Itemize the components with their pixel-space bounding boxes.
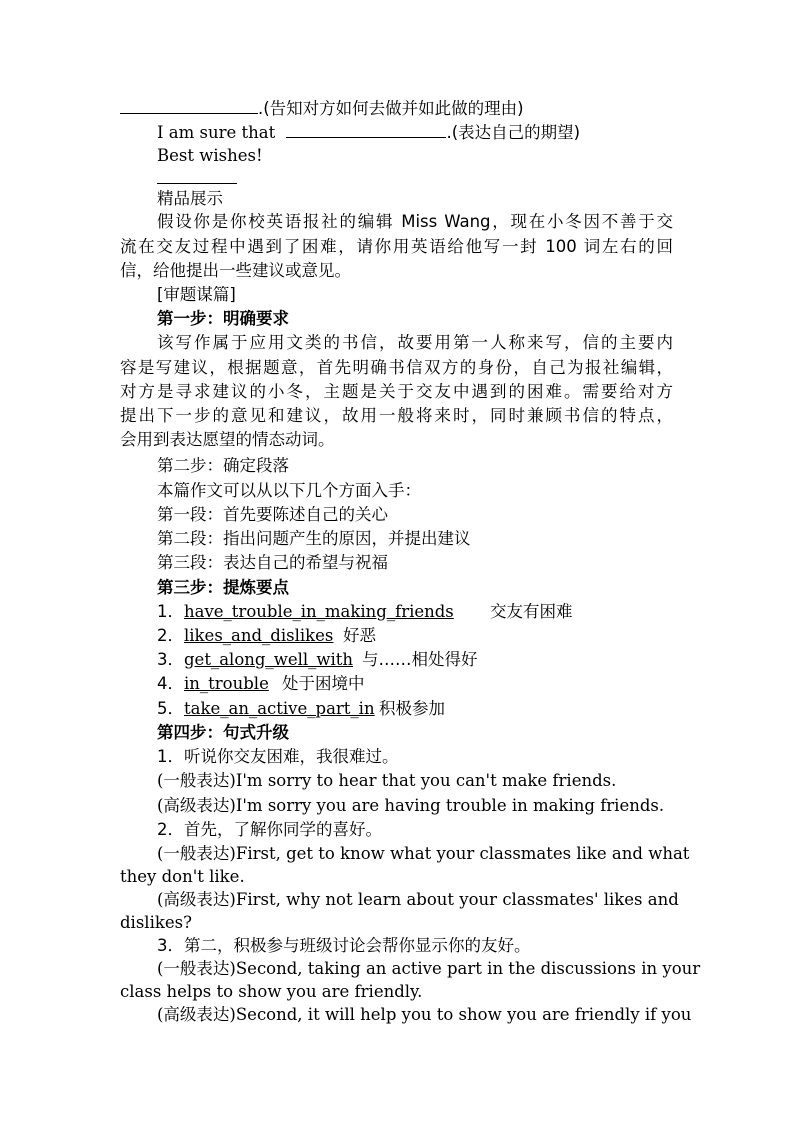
signature-blank — [157, 183, 237, 184]
item-meaning: 交友有困难 — [490, 602, 573, 621]
template-line-2 — [157, 121, 580, 144]
review-heading: [审题谋篇] — [157, 285, 236, 304]
template-hint-2: .(表达自己的期望) — [446, 123, 581, 142]
general-expression: (一般表达)I'm sorry to hear that you can't make friends. — [157, 771, 617, 790]
item-number: 2． — [157, 626, 184, 645]
step2-para: 第一段：首先要陈述自己的关心 — [157, 505, 388, 524]
step1-line: 容是写建议，根据题意，首先明确书信双方的身份，自己为报社编辑， — [120, 358, 673, 377]
template-prefix: I am sure that — [157, 123, 276, 142]
general-expression: (一般表达)Second, taking an active part in the discussions in your — [157, 959, 701, 978]
prompt-line-2: 流在交友过程中遇到了困难，请你用英语给他写一封 100 词左右的回 — [120, 237, 673, 256]
key-point-item — [157, 625, 333, 647]
key-point-item — [157, 649, 353, 671]
step2-para: 第三段：表达自己的希望与祝福 — [157, 553, 388, 572]
answer-blank — [120, 97, 258, 114]
sentence-cn: 2．首先，了解你同学的喜好。 — [157, 820, 382, 839]
advanced-expression: (高级表达)I'm sorry you are having trouble in making friends. — [157, 796, 665, 815]
step1-line: 对方是寻求建议的小冬，主题是关于交友中遇到的困难。需要给对方 — [120, 382, 673, 401]
template-line-1 — [120, 97, 524, 120]
answer-blank — [286, 121, 446, 138]
item-meaning: 处于困境中 — [282, 674, 365, 693]
item-number: 3． — [157, 650, 184, 669]
step2-title: 第二步：确定段落 — [157, 456, 289, 475]
key-point-item — [157, 601, 454, 623]
general-expression: (一般表达)First, get to know what your classmates like and what — [157, 844, 690, 863]
general-expression: they don't like. — [120, 867, 245, 886]
item-number: 1． — [157, 602, 184, 621]
advanced-expression: (高级表达)Second, it will help you to show you are friendly if you — [157, 1005, 692, 1024]
section-title: 精品展示 — [157, 189, 223, 208]
step2-para: 第二段：指出问题产生的原因，并提出建议 — [157, 529, 471, 548]
key-point-item — [157, 673, 269, 695]
item-number: 4． — [157, 674, 184, 693]
sentence-cn: 3．第二，积极参与班级讨论会帮你显示你的友好。 — [157, 936, 531, 955]
advanced-expression: dislikes? — [120, 913, 192, 932]
item-number: 5． — [157, 699, 184, 718]
key-point-item — [157, 698, 375, 720]
item-meaning: 与……相处得好 — [362, 650, 478, 669]
item-term: get_along_well_with — [184, 650, 354, 669]
item-term: take_an_active_part_in — [184, 699, 375, 718]
step1-line: 提出下一步的意见和建议，故用一般将来时，同时兼顾书信的特点， — [120, 406, 673, 425]
letter-closing: Best wishes! — [157, 146, 263, 165]
item-term: likes_and_dislikes — [184, 626, 334, 645]
step1-line: 该写作属于应用文类的书信，故要用第一人称来写，信的主要内 — [157, 333, 673, 352]
step4-title: 第四步：句式升级 — [157, 723, 289, 742]
advanced-expression: (高级表达)First, why not learn about your classmates' likes and — [157, 890, 679, 909]
item-term: in_trouble — [184, 674, 269, 693]
step3-title: 第三步：提炼要点 — [157, 578, 289, 597]
template-hint-1: .(告知对方如何去做并如此做的理由) — [258, 99, 524, 118]
step2-intro: 本篇作文可以从以下几个方面入手： — [157, 481, 421, 500]
general-expression: class helps to show you are friendly. — [120, 982, 423, 1001]
step1-line: 会用到表达愿望的情态动词。 — [120, 430, 335, 449]
prompt-line-1: 假设你是你校英语报社的编辑 Miss Wang，现在小冬因不善于交 — [157, 212, 673, 231]
step1-title: 第一步：明确要求 — [157, 309, 289, 328]
item-meaning: 积极参加 — [379, 699, 445, 718]
item-term: have_trouble_in_making_friends — [184, 602, 454, 621]
item-meaning: 好恶 — [343, 626, 376, 645]
prompt-line-3: 信，给他提出一些建议或意见。 — [120, 261, 351, 280]
sentence-cn: 1．听说你交友困难，我很难过。 — [157, 747, 399, 766]
